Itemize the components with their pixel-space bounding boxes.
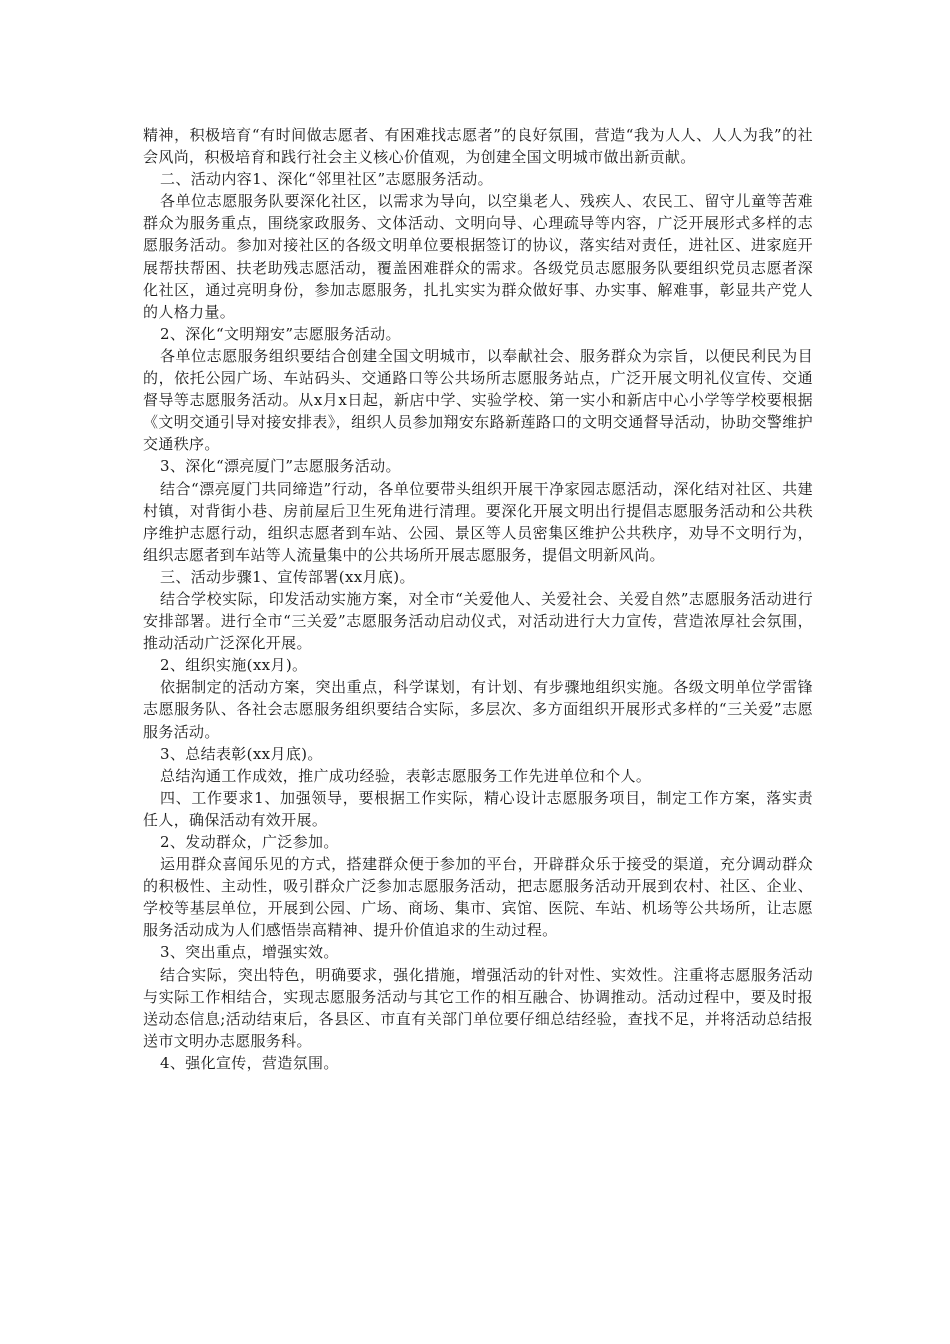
- subsection-heading: 2、发动群众，广泛参加。: [160, 833, 339, 851]
- paragraph: 结合学校实际，印发活动实施方案，对全市“关爱他人、关爱社会、关爱自然”志愿服务活动进行安排部署。进行全市“三关爱”志愿服务活动启动仪式，对活动进行大力宣传，营造浓厚社会氛围，推动活动广泛深化开展。: [143, 589, 813, 653]
- subsection-heading: 2、深化“文明翔安”志愿服务活动。: [160, 324, 401, 343]
- paragraph: 结合“漂亮厦门共同缔造”行动，各单位要带头组织开展干净家园志愿活动，深化结对社区、共建村镇，对背街小巷、房前屋后卫生死角进行清理。要深化开展文明出行提倡志愿服务活动和公共秩序维护志愿行动，组织志愿者到车站、公园、景区等人员密集区维护公共秩序，劝导不文明行为，组织志愿者到车站等人流量集中的公共场所开展志愿服务，提倡文明新风尚。: [143, 479, 813, 564]
- paragraph: 依据制定的活动方案，突出重点，科学谋划，有计划、有步骤地组织实施。各级文明单位学雷锋志愿服务队、各社会志愿服务组织要结合实际，多层次、多方面组织开展形式多样的“三关爱”志愿服务活动。: [143, 678, 813, 741]
- subsection-heading: 2、组织实施(xx月)。: [160, 656, 308, 675]
- paragraph: 各单位志愿服务队要深化社区，以需求为导向，以空巢老人、残疾人、农民工、留守儿童等苦难群众为服务重点，围绕家政服务、文体活动、文明向导、心理疏导等内容，广泛开展形式多样的志愿服务活动。参加对接社区的各级文明单位要根据签订的协议，落实结对责任，进社区、进家庭开展帮扶帮困、扶老助残志愿活动，覆盖困难群众的需求。各级党员志愿服务队要组织党员志愿者深化社区，通过亮明身份，参加志愿服务，扎扎实实为群众做好事、办实事、解难事，彰显共产党人的人格力量。: [143, 192, 813, 321]
- subsection-heading: 3、总结表彰(xx月底)。: [160, 744, 323, 763]
- section-heading: 四、工作要求1、加强领导，要根据工作实际，精心设计志愿服务项目，制定工作方案，落实责任人，确保活动有效开展。: [143, 788, 813, 829]
- paragraph: 精神，积极培育“有时间做志愿者、有困难找志愿者”的良好氛围，营造“我为人人、人人为我”的社会风尚，积极培育和践行社会主义核心价值观，为创建全国文明城市做出新贡献。: [143, 126, 813, 167]
- paragraph: 总结沟通工作成效，推广成功经验，表彰志愿服务工作先进单位和个人。: [160, 766, 652, 785]
- subsection-heading: 3、深化“漂亮厦门”志愿服务活动。: [160, 457, 401, 476]
- document-body: [143, 124, 813, 1074]
- paragraph: 运用群众喜闻乐见的方式，搭建群众便于参加的平台，开辟群众乐于接受的渠道，充分调动群众的积极性、主动性，吸引群众广泛参加志愿服务活动，把志愿服务活动开展到农村、社区、企业、学校等基层单位，开展到公园、广场、商场、集市、宾馆、医院、车站、机场等公共场所，让志愿服务活动成为人们感悟崇高精神、提升价值追求的生动过程。: [143, 855, 813, 940]
- paragraph: 各单位志愿服务组织要结合创建全国文明城市，以奉献社会、服务群众为宗旨，以便民利民为目的，依托公园广场、车站码头、交通路口等公共场所志愿服务站点，广泛开展文明礼仪宣传、交通督导等志愿服务活动。从x月x日起，新店中学、实验学校、第一实小和新店中心小学等学校要根据《文明交通引导对接安排表》，组织人员参加翔安东路新莲路口的文明交通督导活动，协助交警维护交通秩序。: [143, 346, 813, 454]
- section-heading: 三、活动步骤1、宣传部署(xx月底)。: [160, 567, 415, 586]
- section-heading: 二、活动内容1、深化“邻里社区”志愿服务活动。: [160, 170, 493, 189]
- subsection-heading: 4、强化宣传，营造氛围。: [160, 1053, 339, 1072]
- subsection-heading: 3、突出重点，增强实效。: [160, 943, 339, 962]
- paragraph: 结合实际，突出特色，明确要求，强化措施，增强活动的针对性、实效性。注重将志愿服务活动与实际工作相结合，实现志愿服务活动与其它工作的相互融合、协调推动。活动过程中，要及时报送动态信息;活动结束后，各县区、市直有关部门单位要仔细总结经验，查找不足，并将活动总结报送市文明办志愿服务科。: [143, 965, 813, 1050]
